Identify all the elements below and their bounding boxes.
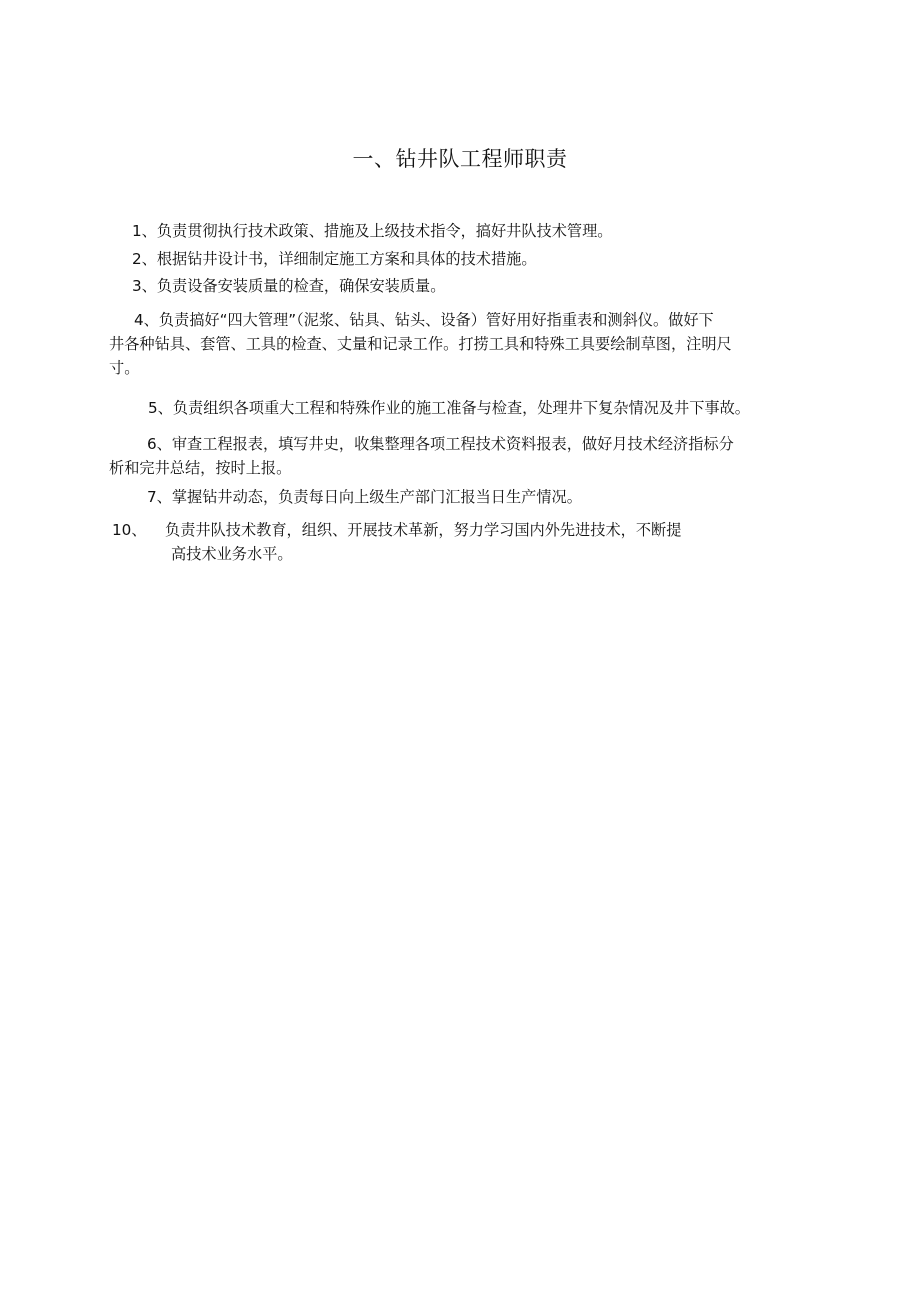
duty-item-4-line-1: 4、负责搞好“四大管理”（泥浆、钻具、钻头、设备）管好用好指重表和测斜仪。做好下: [134, 311, 714, 329]
duty-item-10-line-1: 负责井队技术教育，组织、开展技术革新，努力学习国内外先进技术，不断提: [165, 521, 682, 539]
duty-item-10-line-2: 高技术业务水平。: [171, 545, 293, 563]
duty-item-10: [112, 518, 681, 566]
duty-item-6: [109, 432, 734, 480]
duty-item-4-line-2: 井各种钻具、套管、工具的检查、丈量和记录工作。打捞工具和特殊工具要绘制草图，注明尺: [109, 335, 732, 353]
duty-item-7: 7、掌握钻井动态，负责每日向上级生产部门汇报当日生产情况。: [147, 488, 582, 506]
duty-item-2: 2、根据钻井设计书，详细制定施工方案和具体的技术措施。: [132, 250, 537, 268]
duty-item-4-line-3: 寸。: [109, 359, 140, 377]
duty-item-4: [109, 308, 732, 380]
duty-item-6-line-1: 6、审查工程报表，填写井史，收集整理各项工程技术资料报表，做好月技术经济指标分: [147, 435, 734, 453]
duty-item-6-line-2: 析和完井总结，按时上报。: [109, 459, 292, 477]
duty-item-1: 1、负责贯彻执行技术政策、措施及上级技术指令，搞好井队技术管理。: [132, 222, 613, 240]
duty-item-3: 3、负责设备安装质量的检查，确保安装质量。: [132, 277, 446, 295]
duty-item-10-number: 10、: [112, 521, 147, 539]
page-title: 一、钻井队工程师职责: [352, 147, 568, 171]
duty-item-5: 5、负责组织各项重大工程和特殊作业的施工准备与检查，处理井下复杂情况及井下事故。: [148, 399, 750, 417]
